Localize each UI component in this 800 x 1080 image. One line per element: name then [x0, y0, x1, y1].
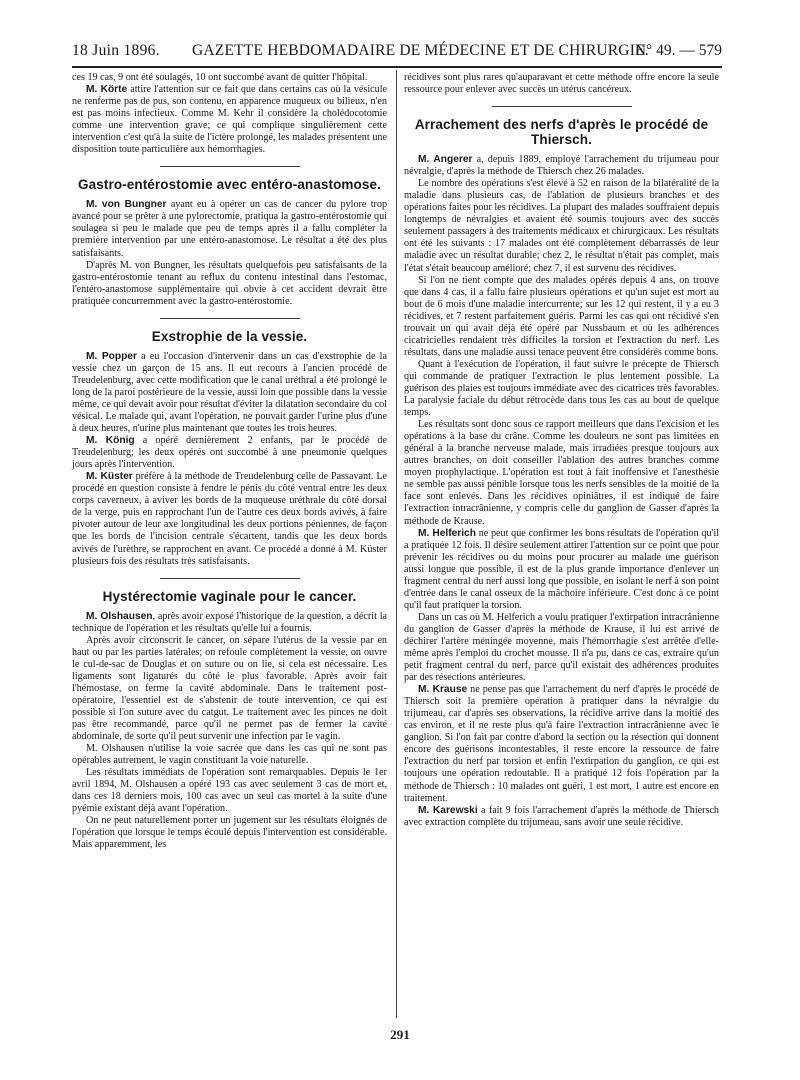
paragraph: Si l'on ne tient compte que des malades opérés depuis 4 ans, on trouve que dans 4 cas, il a fallu faire plusieurs opérations et qu'un sujet est mort au bout de 6 mois d'une maladie intercurrente; sur les 12 qui restent, il y a eu 3 récidives, et 7 restent parfaitement guéris. Parmi les cas qui ont récidivé s'en trouvait un qui avait déjà été opéré par Nussbaum et où les adhérences cicatricielles rendaient très difficiles la torsion et l'extraction du nerf. Les résultats, dans une maladie aussi tenace peuvent être considérés comme bons.: [404, 274, 719, 358]
section-heading: Hystérectomie vaginale pour le cancer.: [102, 588, 357, 604]
left-column: [72, 72, 387, 852]
paragraph: [72, 84, 387, 156]
journal-title: GAZETTE HEBDOMADAIRE DE MÉDECINE ET DE CHIRURGIE.: [192, 42, 649, 59]
issue-date: 18 Juin 1896.: [72, 42, 160, 59]
author-name: M. Angerer: [418, 154, 473, 166]
column-divider: [396, 70, 397, 1018]
header-rule: [72, 66, 722, 68]
signature-mark: 291: [390, 1027, 410, 1042]
paragraph: [404, 684, 719, 804]
author-name: M. Helferich: [418, 527, 476, 539]
paragraph: D'après M. von Bungner, les résultats quelquefois peu satisfaisants de la gastro-entérostomie tenant au reflux du contenu intestinal dans l'estomac, l'entéro-anastomose supplémentaire qui obvie à cet accident devrait être pratiquée concurremment avec la gastro-entérostomie.: [72, 259, 387, 307]
paragraph: [72, 471, 387, 567]
paragraph: [404, 528, 719, 612]
author-name: M. Olshausen: [86, 610, 153, 622]
paragraph: M. Olshausen n'utilise la voie sacrée que dans les cas qui ne sont pas opérables autrement, le vagin constituant la voie naturelle.: [72, 743, 387, 767]
paragraph: [404, 154, 719, 178]
paragraph: [72, 199, 387, 259]
paragraph-text: ayant eu à opérer un cas de cancer du pylore trop avancé pour se prêter à une pylorectomie, pratiqua la gastro-entérostomie qui soulagea si peu le malade que peu de temps après il a fallu compléter la première intervention par une entéro-anastomose. Le résultat a été des plus satisfaisants.: [72, 199, 388, 259]
paragraph: [72, 435, 387, 471]
paragraph: On ne peut naturellement porter un jugement sur les résultats éloignés de l'opération que lorsque le temps écoulé depuis l'intervention est considérable. Mais apparemment, les: [72, 815, 387, 851]
paragraph: [72, 351, 387, 435]
section-separator: [160, 318, 300, 319]
paragraph-text: ne pense pas que l'arrachement du nerf d'après le procédé de Thiersch soit la première opération à pratiquer dans la névralgie du trijumeau, car d'après ses observations, la récidive arrive dans la moitié des cas environ, et il ne reste plus qu'à faire l'extraction intracrânienne avec le ganglion. Si l'on fait par contre d'abord la section ou la résection qui donnent encore des guérisons incontestables, il reste encore la ressource de faire l'extraction du nerf par torsion et enfin l'extirpation du ganglion, ce qui est toujours une opération redoutable. Il a pratiqué 12 fois l'opération par la méthode de Thiersch : 10 malades ont guéri, 1 est mort, 1 autre est encore en traitement.: [404, 684, 719, 804]
paragraph: ces 19 cas, 9 ont été soulagés, 10 ont succombé avant de quitter l'hôpital.: [72, 72, 368, 83]
author-name: M. von Bungner: [86, 199, 167, 211]
section-separator: [160, 578, 300, 579]
section-heading: Exstrophie de la vessie.: [151, 328, 308, 344]
paragraph-text: ne peut que confirmer les bons résultats de l'opération qu'il a pratiquée 12 fois. Il désire seulement attirer l'attention sur ce point que pour prévenir les récidives ou du moins pour procurer au malade une guérison aussi longue que possible, il est de la plus grande importance d'enlever un fragment central du nerf aussi long que possible, en isolant le nerf à son point d'entrée dans le canal osseux de la mâchoire inférieure. C'est donc à ce point qu'il faut pratiquer la torsion.: [404, 527, 719, 611]
section-separator: [160, 166, 300, 167]
author-name: M. Popper: [86, 350, 137, 362]
author-name: M. Krause: [418, 684, 468, 696]
running-header: [72, 40, 722, 62]
paragraph-text: , après avoir exposé l'historique de la question, a décrit la technique de l'opération et les résultats qu'elle lui a fournis.: [72, 610, 388, 634]
paragraph-text: a eu l'occasion d'intervenir dans un cas d'exstrophie de la vessie chez un garçon de 15 ans. Il eut recours à l'ancien procédé de Treudelenburg, avec cette modification que le canal uréthral a été prolongé le long de la paroi postérieure de la vessie, aussi loin que possible dans la vessie même, ce qui devait avoir pour résultat d'éviter la dilatation secondaire du col vésical. Le malade qui, avant l'opération, ne pouvait garder l'urine plus d'une à deux heures, n'urine plus maintenant que toutes les trois heures.: [72, 350, 387, 435]
author-name: M. Karewski: [418, 804, 478, 816]
paragraph: [72, 611, 387, 635]
paragraph-text: préfère à la méthode de Treudelenburg celle de Passavant. Le procédé en question consiste à fendre le pénis du côté ventral entre les deux corps caverneux, à aviver les bords de la muqueuse uréthrale du côté dorsal de la verge, puis en rapprochant l'un de l'autre ces deux bords avivés, à faire pivoter autour de leur axe longitudinal les deux portions péniennes, de façon que les bords de l'incision centrale s'écartent, tandis que les deux bords avivés de l'urèthre, se rapprochent en avant. Ce procédé a donné à M. Küster plusieurs fois des résultats très satisfaisants.: [72, 471, 388, 567]
paragraph: récidives sont plus rares qu'auparavant et cette méthode offre encore la seule ressource pour enlever avec succès un utérus cancéreux.: [404, 72, 719, 96]
paragraph: Quant à l'exécution de l'opération, il faut suivre le précepte de Thiersch qui commande de pratiquer l'extraction le plus lentement possible. La guérison des plaies est toujours immédiate avec des cicatrices très favorables. La paralysie faciale du début rétrocède dans tous les cas au bout de quelque temps.: [404, 358, 719, 419]
paragraph: Les résultats immédiats de l'opération sont remarquables. Depuis le 1er avril 1894, M. Olshausen a opéré 193 cas avec seulement 3 cas de mort et, dans ces 18 derniers mois, 100 cas avec un seul cas mortel à la suite d'une pyémie existant déjà avant l'opération.: [72, 767, 387, 815]
paragraph-text: attire l'attention sur ce fait que dans certains cas où la vésicule ne renferme pas de pus, son contenu, en apparence muqueux ou bilieux, n'en est pas moins infectieux. Comme M. Kehr il considère la cholédocotomie comme une intervention grave; ce qui complique singulièrement cette intervention c'est qu'à la suite de l'ictère prolongé, les malades présentent une disposition toute particulière aux hémorrhagies.: [72, 84, 388, 156]
section-separator: [492, 106, 632, 107]
author-name: M. Körte: [86, 84, 128, 96]
paragraph: Dans un cas où M. Helferich a voulu pratiquer l'extirpation intracrânienne du ganglion de Gasser d'après la méthode de Krause, il lui est arrivé de déchirer l'artère méningée moyenne, mais l'hémorrhagie s'est arrêtée d'elle-même après l'emploi du crochet mousse. Il n'a pu, dans ce cas, extraire qu'un petit fragment central du nerf, parce qu'il existait des adhérences produites par des résections antérieures.: [404, 611, 719, 684]
issue-page-number: N° 49. — 579: [634, 42, 722, 59]
paragraph: Le nombre des opérations s'est élevé à 52 en raison de la bilatéralité de la maladie dans plusieurs cas, de l'ablation de plusieurs branches et des opérations faites pour les récidives. La plupart des malades souffraient depuis longtemps de névralgies et avaient été soumis toujours avec des succès seulement passagers à des traitements médicaux et chirurgicaux. Les résultats ont été les suivants : 17 malades ont été complètement débarrassés de leur maladie avec un résultat durable; chez 2, le résultat n'était pas complet, mais l'état s'était beaucoup amélioré; chez 7, il est survenu des récidives.: [404, 178, 719, 274]
paragraph: [404, 805, 719, 829]
author-name: M. Küster: [86, 471, 133, 483]
paragraph: Après avoir circonscrit le cancer, on sépare l'utérus de la vessie par en haut ou par les parties latérales; on refoule complètement la vessie, on ouvre le cul-de-sac de Douglas et on suture ou on lie, si cela est nécessaire. Les ligaments sont ligaturés du côté le plus favorable. Après avoir fait l'hémostase, on ferme la cavité abdominale. Dans le traitement post-opératoire, l'essentiel est de s'abstenir de toute intervention, ce qui est possible si l'on suture avec du catgut. Le traitement avec les pinces ne doit pas être recommandé, parce qu'il ne permet pas de fermer la cavité abdominale, de sorte qu'il peut survenir une infection par le vagin.: [72, 634, 387, 743]
right-column: [404, 72, 719, 829]
section-heading: Arrachement des nerfs d'après le procédé de Thiersch.: [414, 117, 709, 148]
paragraph-text: a, depuis 1889, employé l'arrachement du trijumeau pour névralgie, d'après la méthode de Thiersch chez 26 malades.: [404, 154, 719, 178]
paragraph: Les résultats sont donc sous ce rapport meilleurs que dans l'excision et les opérations à la base du crâne. Comme les douleurs ne sont pas limitées en général à la branche nerveuse malade, mais irradiées presque toujours aux autres branches, on doit conseiller l'ablation des autres branches comme moyen prophylactique. L'opération est tout à fait inoffensive et l'anesthésie ne semble pas aussi pénible lorsque tous les nerfs sensibles de la moitié de la face sont enlevés. Dans les récidives opiniâtres, il est indiqué de faire l'extraction intracrânienne, y compris celle du ganglion de Gasser d'après la méthode de Krause.: [404, 419, 719, 527]
paragraph-text: a fait 9 fois l'arrachement d'après la méthode de Thiersch avec extraction complète du trijumeau, sans avoir une seule récidive.: [404, 804, 719, 828]
paragraph-text: a opéré dernièrement 2 enfants, par le procédé de Treudelenburg; les deux opérés ont succombé à une pneumonie quelques jours après l'intervention.: [72, 435, 387, 471]
section-heading: Gastro-entérostomie avec entéro-anastomose.: [78, 177, 381, 193]
author-name: M. König: [86, 435, 135, 447]
